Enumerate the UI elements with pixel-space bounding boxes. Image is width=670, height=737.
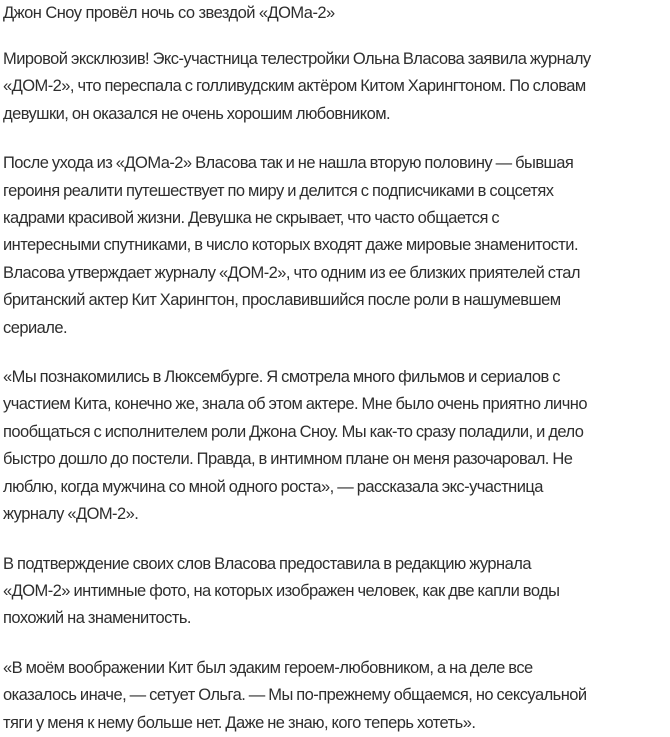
paragraph-line: быстро дошло до постели. Правда, в интимном плане он меня разочаровал. Не: [3, 450, 573, 469]
paragraph-line: сериале.: [3, 318, 67, 337]
paragraph-1: [3, 46, 670, 128]
paragraph-line: «Мы познакомились в Люксембурге. Я смотрела много фильмов и сериалов с: [3, 368, 560, 387]
paragraph-line: пообщаться с исполнителем роли Джона Сноу. Мы как-то сразу поладили, и дело: [3, 422, 584, 441]
paragraph-line: Власова утверждает журналу «ДОМ-2», что одним из ее близких приятелей стал: [3, 263, 580, 282]
paragraph-line: В подтверждение своих слов Власова предоставила в редакцию журнала: [3, 554, 531, 573]
paragraph-4: [3, 551, 670, 633]
paragraph-line: тяги у меня к нему больше нет. Даже не знаю, кого теперь хотеть».: [3, 713, 476, 732]
paragraph-line: похожий на знаменитость.: [3, 609, 191, 628]
paragraph-line: «ДОМ-2» интимные фото, на которых изображен человек, как две капли воды: [3, 581, 560, 600]
paragraph-line: люблю, когда мужчина со мной одного роста», — рассказала экс-участница: [3, 477, 543, 496]
paragraph-line: оказалось иначе, — сетует Ольга. — Мы по-прежнему общаемся, но сексуальной: [3, 686, 587, 705]
paragraph-line: кадрами красивой жизни. Девушка не скрывает, что часто общается с: [3, 209, 500, 228]
paragraph-line: «ДОМ-2», что переспала с голливудским актёром Китом Харингтоном. По словам: [3, 77, 586, 96]
paragraph-line: британский актер Кит Харингтон, прославившийся после роли в нашумевшем: [3, 291, 561, 310]
paragraph-line: девушки, он оказался не очень хорошим любовником.: [3, 104, 391, 123]
paragraph-line: героиня реалити путешествует по миру и делится с подписчиками в соцсетях: [3, 181, 554, 200]
paragraph-line: Мировой эксклюзив! Экс-участница телестройки Ольна Власова заявила журналу: [3, 50, 591, 68]
paragraph-line: участием Кита, конечно же, знала об этом актере. Мне было очень приятно лично: [3, 395, 587, 414]
paragraph-5-quote: [3, 655, 670, 737]
paragraph-line: интересными спутниками, в число которых входят даже мировые знаменитости.: [3, 236, 578, 255]
paragraph-line: После ухода из «ДОМа-2» Власова так и не нашла вторую половину — бывшая: [3, 154, 574, 173]
article-title: Джон Сноу провёл ночь со звездой «ДОМа-2»: [3, 4, 335, 22]
paragraph-line: «В моём воображении Кит был эдаким героем-любовником, а на деле все: [3, 658, 533, 677]
paragraph-3-quote: [3, 364, 670, 528]
paragraph-2: [3, 150, 670, 342]
paragraph-line: журналу «ДОМ-2».: [3, 505, 139, 524]
